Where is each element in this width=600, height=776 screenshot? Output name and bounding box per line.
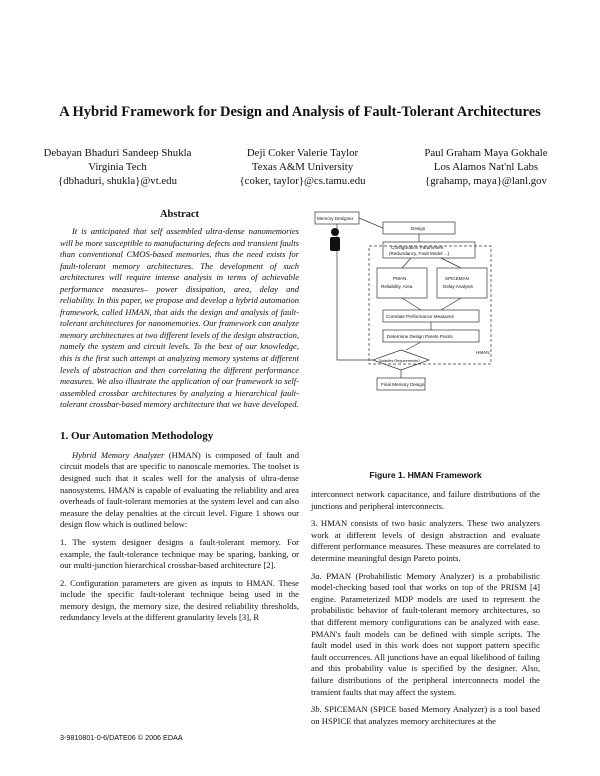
author-names: Deji Coker Valerie Taylor — [246, 147, 359, 159]
hman-framework-diagram — [311, 208, 540, 458]
fig-label-pman-sub: Reliability, Area — [381, 284, 413, 289]
author-names: Paul Graham Maya Gokhale — [424, 147, 548, 159]
abstract-heading: Abstract — [159, 209, 200, 220]
flow-step-2-continued-text: interconnect network capacitance, and failure distributions of the junctions and peripheral interconnects. — [311, 489, 540, 511]
section-1-heading: 1. Our Automation Methodology — [60, 429, 214, 442]
flow-step-2-continued — [311, 489, 540, 512]
fig-label-spiceman-sub: Delay Analysis — [443, 284, 473, 289]
right-column — [311, 489, 540, 727]
author-names: Debayan Bhaduri Sandeep Shukla — [43, 147, 192, 159]
step-3a-label: 3a. — [311, 570, 322, 581]
fig-label-decision: Satisfies Requirements? — [379, 359, 421, 363]
author-email: {grahamp, maya}@lanl.gov — [425, 175, 547, 187]
flow-step-3: 3. HMAN consists of two basic analyzers. These two analyzers work at different levels of design abstraction and evaluate different performance measures. These measures are correlated to determine meaningful design Pareto points. — [311, 518, 540, 563]
fig-label-designer: Memory Designer — [317, 216, 354, 221]
flow-step-1: 1. The system designer designs a fault-tolerant memory. For example, the fault-tolerance technique may be sparing, banking, or our multi-junction hierarchical crossbar-based architecture [2]. — [60, 536, 299, 571]
spiceman-box — [437, 268, 487, 298]
fig-label-hman: HMAN — [476, 350, 490, 355]
author-group-vt — [30, 146, 205, 188]
figure-1 — [311, 208, 540, 480]
fig-label-design: Design — [411, 226, 426, 231]
fig-label-spiceman: SPICEMAN — [445, 276, 469, 281]
section-1-intro-rest: (HMAN) is composed of fault and circuit models that are specific to nanoscale memories. The toolset is designed such that it scales well for the analysis of ultra-dense nanosystems. HMAN is capable of evaluating the reliability and area overheads of fault-tolerant memories at the system level and can also measure the delay penalties at the circuit level. Figure 1 shows our design flow which is outlined below: — [60, 449, 299, 530]
section-1-intro — [60, 450, 299, 531]
author-affiliation: Texas A&M University — [251, 161, 354, 173]
pman-box — [377, 268, 427, 298]
author-affiliation: Los Alamos Nat'nl Labs — [433, 161, 539, 173]
author-affiliation: Virginia Tech — [88, 161, 147, 173]
fig-label-final: Final Memory Design — [381, 382, 425, 387]
figure-caption: Figure 1. HMAN Framework — [369, 470, 482, 480]
designer-person-icon — [330, 228, 340, 251]
step-3b-text: SPICEMAN (SPICE based Memory Analyzer) is a tool based on HSPICE that analyzes memory architectures at the — [311, 704, 540, 726]
flow-step-3b — [311, 704, 540, 727]
fig-label-config: Configuration Parameters — [391, 245, 444, 250]
step-3b-label: 3b. — [311, 704, 322, 715]
hman-container — [369, 246, 491, 364]
paper-title: A Hybrid Framework for Design and Analysis of Fault-Tolerant Architectures — [59, 104, 541, 120]
page-footer: 3-9810801-0-6/DATE06 © 2006 EDAA — [60, 733, 183, 742]
fig-label-pman: PMAN — [393, 276, 407, 281]
author-group-tamu — [215, 146, 390, 188]
author-group-lanl — [398, 146, 574, 188]
flow-step-2: 2. Configuration parameters are given as inputs to HMAN. These include the specific fault-tolerant technique being used in the memory design, the memory size, the desired reliability thresholds, redundancy levels at the different granularity levels [3], R — [60, 577, 299, 623]
left-column — [60, 209, 299, 624]
author-email: {coker, taylor}@cs.tamu.edu — [239, 175, 366, 187]
flow-step-3a — [311, 571, 540, 699]
fig-label-config-sub: (Redundancy, Fault Model ...) — [389, 251, 450, 256]
step-3a-text: PMAN (Probabilistic Memory Analyzer) is a probabilistic model-checking based tool that works on top of the PRISM [4] engine. Parameterized MDP models are used to represent the probabilistic behavior of fault-tolerant memory architectures, so that different memory configurations can be analyzed with ease. PMAN's fault models can be defined with simple scripts. The fault model used in this work does not support pattern specific fault occurrences. All junctions have an equal likelihood of failing and this probability value is specified by the designer. Also, failure distributions of the peripheral interconnects model the transient faults that may affect the system. — [311, 570, 540, 697]
author-email: {dbhaduri, shukla}@vt.edu — [58, 175, 177, 187]
abstract-text: It is anticipated that self assembled ultra-dense nanomemories will be more susceptible to manufacturing defects and transient faults than conventional CMOS-based memories, thus the need exists for fault-tolerant memory architectures. The development of such architectures will require intense analysis in terms of achievable performance measures– power dissipation, area, delay and reliability. In this paper, we propose and develop a hybrid automation framework, called HMAN, that aids the design and analysis of fault-tolerant architectures for nanomemories. Our framework can analyze memory architectures at two different levels of the design abstraction, namely the system and circuit levels. To the best of our knowledge, this is the first such attempt at analyzing memory systems at different levels of abstraction and then correlating the different performance measures. We also illustrate the application of our framework to self-assembled crossbar architectures by analyzing a hierarchical fault-tolerant crossbar-based memory architecture that we have developed. — [60, 226, 299, 410]
fig-label-correlate: Correlate Performance Measures — [386, 314, 454, 319]
hman-term: Hybrid Memory Analyzer — [72, 449, 165, 460]
fig-label-pareto: Determine Design Pareto Points — [387, 334, 453, 339]
